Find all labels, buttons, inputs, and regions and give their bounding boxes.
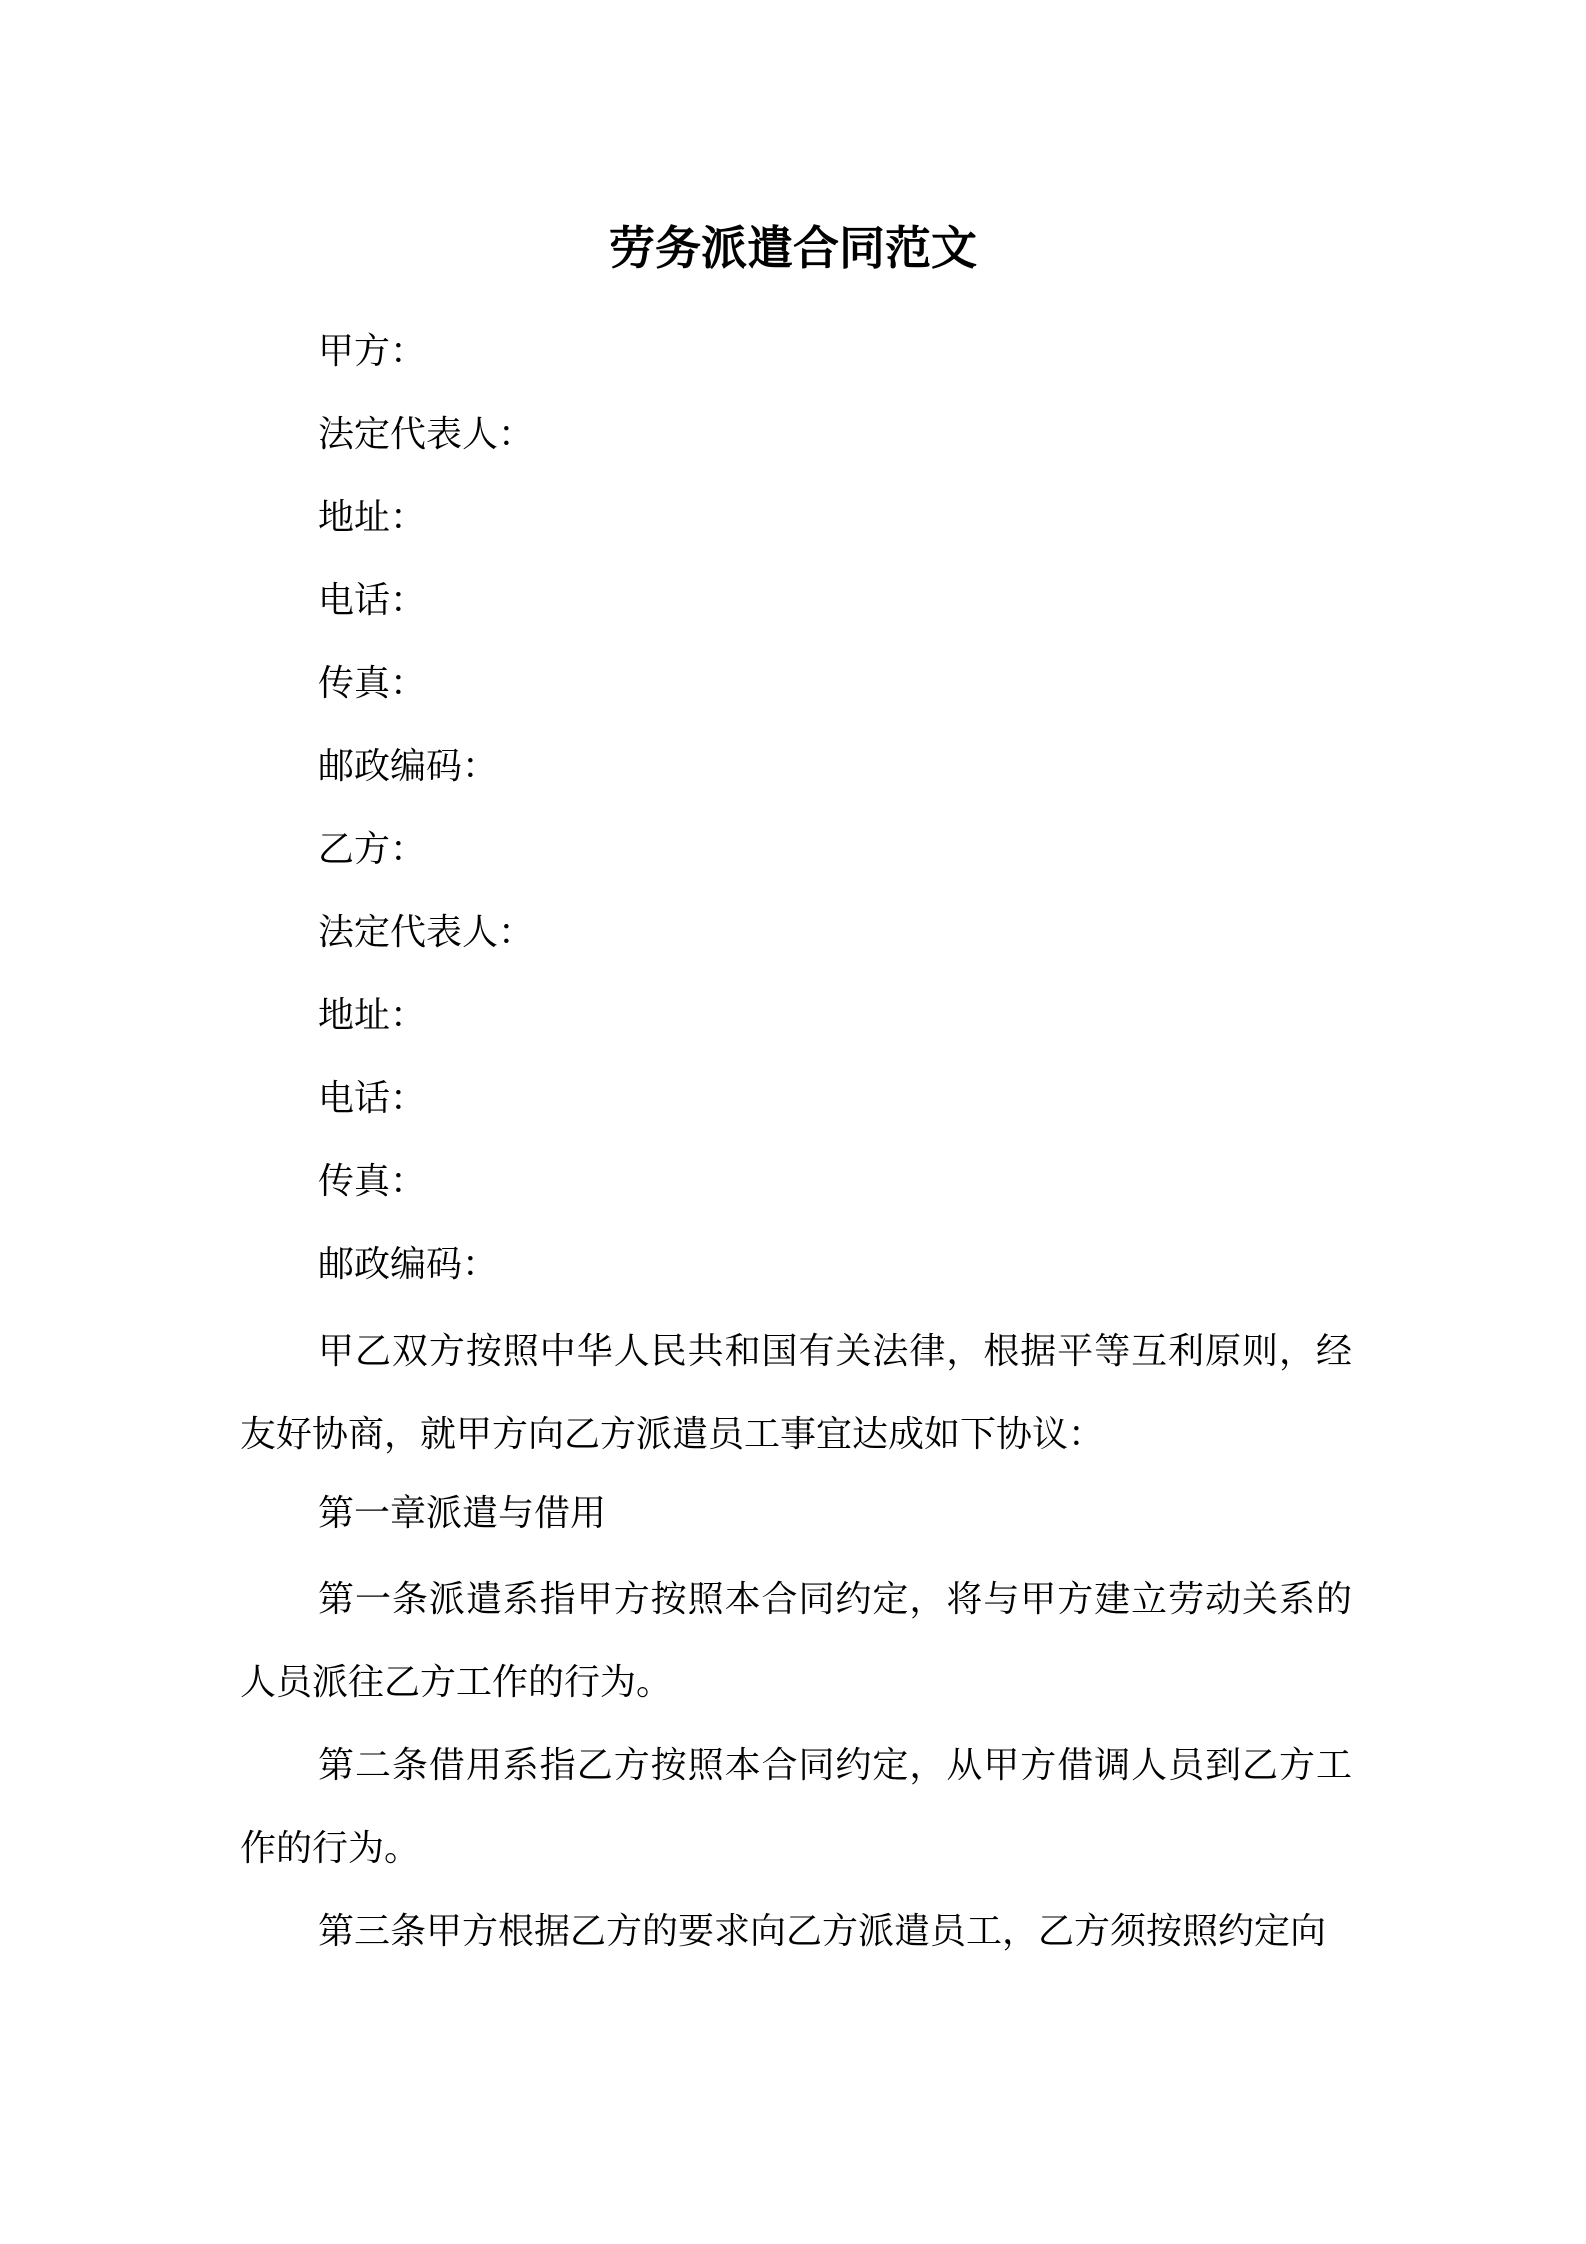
chapter-heading: 第一章派遣与借用 xyxy=(318,1493,607,1534)
article-2: 第二条借用系指乙方按照本合同约定，从甲方借调人员到乙方工作的行为。 xyxy=(240,1745,1352,1869)
party-b-legal-rep: 法定代表人： xyxy=(318,912,535,953)
party-b-postcode: 邮政编码： xyxy=(318,1244,499,1285)
party-a-postcode: 邮政编码： xyxy=(318,746,499,787)
party-a-label: 甲方： xyxy=(318,331,427,372)
party-a-phone: 电话： xyxy=(318,580,427,621)
party-b-address: 地址： xyxy=(318,995,427,1036)
party-a-fax: 传真： xyxy=(318,663,427,704)
party-b-label: 乙方： xyxy=(318,829,427,870)
article-3: 第三条甲方根据乙方的要求向乙方派遣员工，乙方须按照约定向 xyxy=(318,1911,1327,1952)
party-b-fax: 传真： xyxy=(318,1161,427,1202)
page-title: 劳务派遣合同范文 xyxy=(609,221,977,275)
party-a-legal-rep: 法定代表人： xyxy=(318,414,535,455)
article-1: 第一条派遣系指甲方按照本合同约定，将与甲方建立劳动关系的人员派往乙方工作的行为。 xyxy=(240,1579,1352,1703)
party-b-phone: 电话： xyxy=(318,1078,427,1119)
intro-paragraph: 甲乙双方按照中华人民共和国有关法律，根据平等互利原则，经友好协商，就甲方向乙方派遣员工事宜达成如下协议： xyxy=(240,1331,1352,1455)
party-a-address: 地址： xyxy=(318,497,427,538)
